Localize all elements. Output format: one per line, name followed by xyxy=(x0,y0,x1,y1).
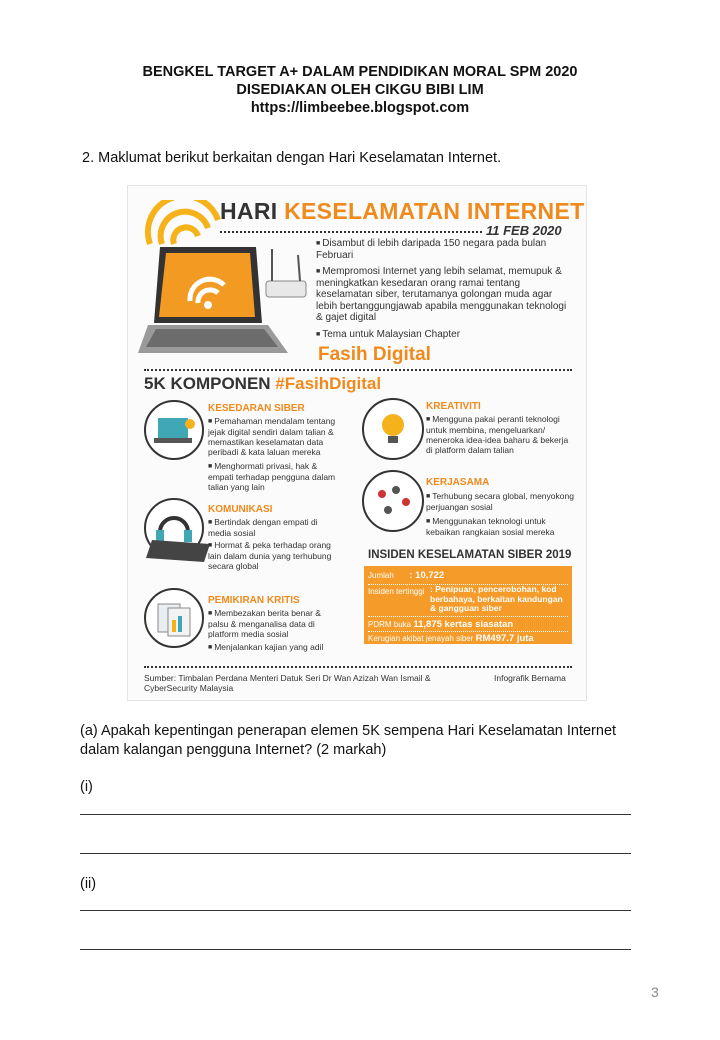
kerjasama-p1: ■ Terhubung secara global, menyokong perjuangan sosial xyxy=(426,491,576,512)
answer-line xyxy=(80,910,631,911)
komunikasi-p1: ■ Bertindak dengan empati di media sosial xyxy=(208,517,338,538)
laptop-router-illustration xyxy=(138,241,308,359)
incident-row-total: Jumlah : 10,722 xyxy=(368,570,445,581)
event-date: 11 FEB 2020 xyxy=(486,223,562,238)
credit-text: Infografik Bernama xyxy=(494,673,566,683)
answer-label-i: (i) xyxy=(80,779,93,795)
answer-line xyxy=(80,949,631,950)
point-3: ■ Tema untuk Malaysian Chapter xyxy=(316,329,566,341)
answer-line xyxy=(80,814,631,815)
point-2: ■ Mempromosi Internet yang lebih selamat, memupuk & meningkatkan kesedaran orang ramai tentang keselamatan siber, terutamanya golongan muda agar lebih bertanggungjawab apabila menggunakan teknologi & gajet digital xyxy=(316,266,571,324)
kerjasama-p2: ■ Menggunakan teknologi untuk kebaikan rangkaian sosial mereka xyxy=(426,516,576,537)
people-icon xyxy=(362,470,424,532)
answer-line xyxy=(80,853,631,854)
komunikasi-title: KOMUNIKASI xyxy=(208,504,273,515)
kesedaran-p2: ■ Menghormati privasi, hak & empati terhadap pengguna dalam talian yang lain xyxy=(208,461,338,492)
infographic xyxy=(127,185,587,701)
pemikiran-title: PEMIKIRAN KRITIS xyxy=(208,595,300,606)
answer-label-ii: (ii) xyxy=(80,876,97,892)
incident-row-highest: Insiden tertinggi xyxy=(368,587,425,596)
komunikasi-p2: ■ Hormat & peka terhadap orang lain dalam dunia yang terhubung secara global xyxy=(208,540,338,571)
header-line-1: BENGKEL TARGET A+ DALAM PENDIDIKAN MORAL SPM 2020 xyxy=(142,64,578,80)
header-line-2: DISEDIAKAN OLEH CIKGU BIBI LIM xyxy=(236,82,484,98)
kerjasama-title: KERJASAMA xyxy=(426,477,490,488)
source-text: Sumber: Timbalan Perdana Menteri Datuk Seri Dr Wan Azizah Wan Ismail & CyberSecurity Malaysia xyxy=(144,673,431,693)
question-a: (a) Apakah kepentingan penerapan elemen 5K sempena Hari Keselamatan Internet dalam kalangan pengguna Internet? (2 markah) xyxy=(80,723,617,758)
incident-title: INSIDEN KESELAMATAN SIBER 2019 xyxy=(368,549,572,561)
point-1: ■ Disambut di lebih daripada 150 negara pada bulan Februari xyxy=(316,238,566,261)
pemikiran-p1: ■ Membezakan berita benar & palsu & menganalisa data di platform media sosial xyxy=(208,608,338,639)
lightbulb-icon xyxy=(362,398,424,460)
pemikiran-p2: ■ Menjalankan kajian yang adil xyxy=(208,642,348,653)
kreativiti-p1: ■ Mengguna pakai peranti teknologi untuk membina, mengeluarkan/ meneroka idea-idea baharu & bekerja di platform dalam talian xyxy=(426,414,576,455)
infographic-title: HARI KESELAMATAN INTERNET xyxy=(220,198,585,224)
kesedaran-p1: ■ Pemahaman mendalam tentang jejak digital sendiri dalam talian & memastikan keselamatan data peribadi & kata laluan mereka xyxy=(208,416,348,457)
header-url: https://limbeebee.blogspot.com xyxy=(250,100,470,116)
components-title: 5K KOMPONEN #FasihDigital xyxy=(144,374,382,393)
keyboard-icon xyxy=(146,536,214,564)
page-number: 3 xyxy=(651,984,659,1000)
incident-row-loss: Kerugian akibat jenayah siber RM497.7 juta xyxy=(368,633,534,644)
documents-icon xyxy=(144,588,204,648)
kesedaran-icon xyxy=(144,400,204,460)
kesedaran-title: KESEDARAN SIBER xyxy=(208,403,305,414)
question-intro: 2. Maklumat berikut berkaitan dengan Hari Keselamatan Internet. xyxy=(82,150,502,166)
incident-box: Jumlah : 10,722 Insiden tertinggi : Penipuan, pencerobohan, kod berbahaya, berkaitan kandungan & gangguan siber PDRM buka 11,875 kertas siasatan Kerugian akibat jenayah siber RM497.7 juta xyxy=(364,566,572,644)
kreativiti-title: KREATIVITI xyxy=(426,401,481,412)
worksheet-header xyxy=(0,63,720,117)
incident-row-pdrm: PDRM buka 11,875 kertas siasatan xyxy=(368,619,514,630)
theme-title: Fasih Digital xyxy=(318,344,431,365)
